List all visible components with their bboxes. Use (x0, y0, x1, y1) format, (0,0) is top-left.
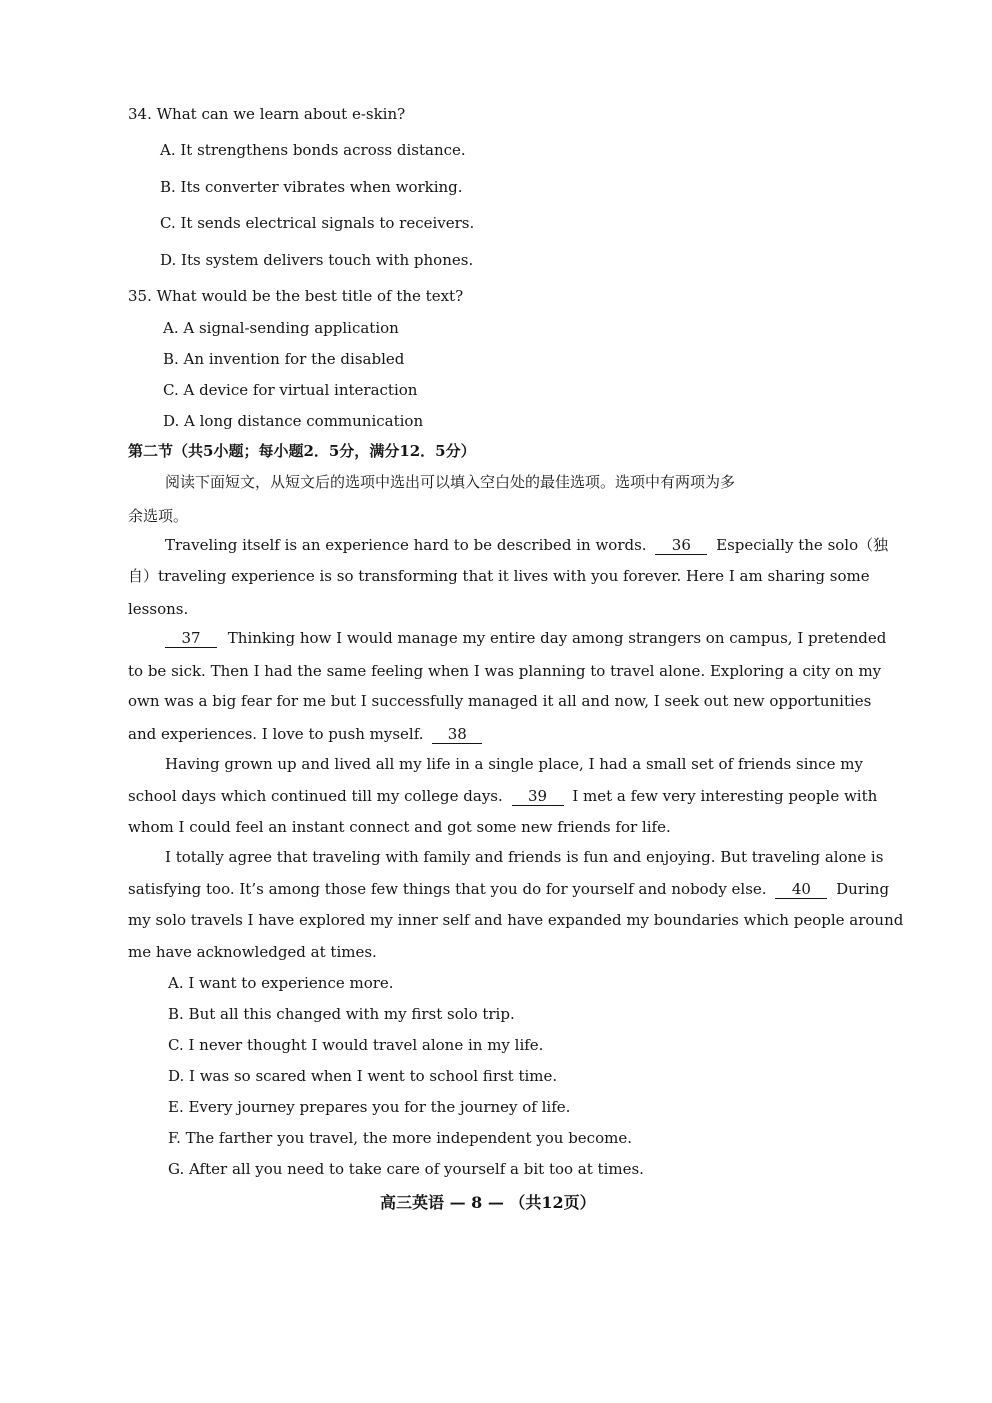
passage-text: school days which continued till my college days. (128, 787, 503, 805)
blank-40: 40 (775, 880, 827, 899)
passage-p4-line-4: me have acknowledged at times. (128, 943, 377, 961)
passage-text: satisfying too. It’s among those few things that you do for yourself and nobody else. (128, 880, 767, 898)
passage-p2-line-3: own was a big fear for me but I successfully managed it all and now, I seek out new opportunities (128, 692, 872, 710)
question-34-option-c: C. It sends electrical signals to receivers. (160, 214, 475, 232)
choice-g: G. After all you need to take care of yourself a bit too at times. (168, 1160, 644, 1178)
choice-d: D. I was so scared when I went to school first time. (168, 1067, 558, 1085)
blank-39: 39 (512, 787, 564, 806)
choice-c: C. I never thought I would travel alone in my life. (168, 1036, 544, 1054)
instruction-line-2: 余选项。 (128, 507, 189, 525)
passage-p4-line-3: my solo travels I have explored my inner self and have expanded my boundaries which people around (128, 911, 904, 929)
choice-e: E. Every journey prepares you for the journey of life. (168, 1098, 571, 1116)
page-footer: 高三英语 — 8 — （共12页） (380, 1193, 596, 1212)
passage-p1-line-3: lessons. (128, 600, 189, 618)
passage-p4-line-2 (128, 879, 889, 899)
passage-text: During (836, 880, 890, 898)
passage-text: Especially the solo（独 (716, 536, 889, 554)
passage-text: I met a few very interesting people with (572, 787, 878, 805)
section-heading: 第二节（共5小题；每小题2．5分，满分12．5分） (128, 442, 476, 460)
blank-36: 36 (655, 536, 707, 555)
blank-37: 37 (165, 629, 217, 648)
passage-text: Traveling itself is an experience hard to be described in words. (165, 536, 647, 554)
passage-p3-line-2 (128, 786, 877, 806)
choice-a: A. I want to experience more. (168, 974, 394, 992)
question-35-stem: 35. What would be the best title of the text? (128, 287, 464, 305)
passage-p3-line-1: Having grown up and lived all my life in a single place, I had a small set of friends since my (165, 755, 863, 773)
passage-p1-line-1 (165, 535, 888, 555)
instruction-line-1: 阅读下面短文，从短文后的选项中选出可以填入空白处的最佳选项。选项中有两项为多 (165, 473, 736, 491)
passage-p2-line-2: to be sick. Then I had the same feeling when I was planning to travel alone. Exploring a city on my (128, 662, 882, 680)
passage-p4-line-1: I totally agree that traveling with family and friends is fun and enjoying. But traveling alone is (165, 848, 884, 866)
passage-p3-line-3: whom I could feel an instant connect and got some new friends for life. (128, 818, 671, 836)
passage-p1-line-2: 自）traveling experience is so transforming that it lives with you forever. Here I am sharing some (128, 567, 870, 585)
question-35-option-d: D. A long distance communication (163, 412, 424, 430)
question-34-option-b: B. Its converter vibrates when working. (160, 178, 463, 196)
question-35-option-b: B. An invention for the disabled (163, 350, 405, 368)
passage-text: Thinking how I would manage my entire day among strangers on campus, I pretended (227, 629, 887, 647)
question-35-option-a: A. A signal-sending application (163, 319, 399, 337)
question-34-stem: 34. What can we learn about e-skin? (128, 105, 406, 123)
choice-f: F. The farther you travel, the more independent you become. (168, 1129, 632, 1147)
question-35-option-c: C. A device for virtual interaction (163, 381, 418, 399)
blank-38: 38 (432, 725, 482, 744)
question-34-option-d: D. Its system delivers touch with phones. (160, 251, 474, 269)
question-34-option-a: A. It strengthens bonds across distance. (160, 141, 466, 159)
choice-b: B. But all this changed with my first solo trip. (168, 1005, 515, 1023)
passage-text: and experiences. I love to push myself. (128, 725, 424, 743)
passage-p2-line-4 (128, 724, 482, 744)
passage-p2-line-1 (165, 628, 886, 648)
